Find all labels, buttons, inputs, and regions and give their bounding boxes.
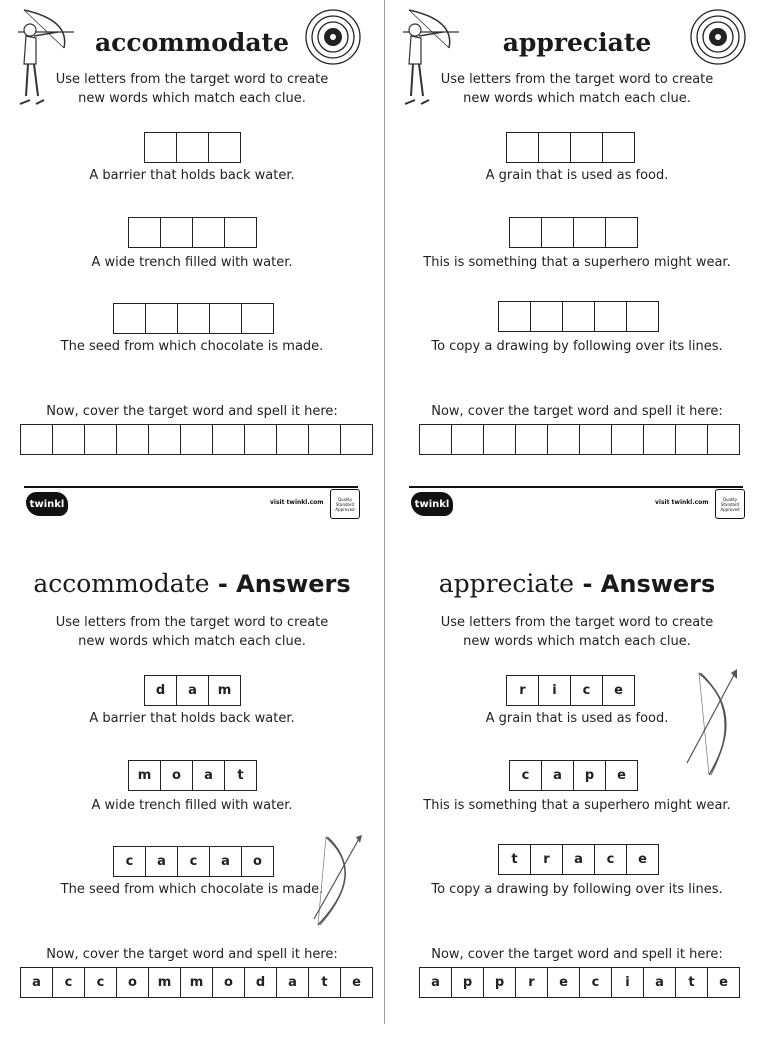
letter-box[interactable] [541,217,574,248]
letter-box: c [84,967,117,998]
letter-box[interactable] [212,424,245,455]
letter-box: a [541,760,574,791]
letter-box[interactable] [116,424,149,455]
letter-box: a [192,760,225,791]
instructions: Use letters from the target word to create new words which match each clue. [55,615,329,649]
letter-box[interactable] [707,424,740,455]
letter-box[interactable] [308,424,341,455]
letter-box: t [224,760,257,791]
letter-box[interactable] [180,424,213,455]
letter-box: c [113,846,146,877]
clue-2: A wide trench filled with water. [91,255,293,270]
worksheet-appreciate [385,0,768,512]
letter-box: c [177,846,210,877]
letter-box: a [20,967,53,998]
answer-boxes-2 [129,217,257,248]
letter-box[interactable] [128,217,161,248]
answer-boxes-2 [510,217,638,248]
letter-box: i [611,967,644,998]
quality-badge: Quality Standard Approved [330,489,360,519]
letter-box: a [419,967,452,998]
clue-2: This is something that a superhero might wear. [423,255,731,270]
target-icon [305,9,361,65]
letter-box: c [509,760,542,791]
spell-boxes [420,424,740,455]
letter-box: p [573,760,606,791]
letter-box[interactable] [509,217,542,248]
letter-box[interactable] [562,301,595,332]
instructions: Use letters from the target word to create new words which match each clue. [55,72,329,106]
spell-label: Now, cover the target word and spell it here: [46,947,338,962]
letter-box[interactable] [483,424,516,455]
answer-word-2 [129,760,257,791]
letter-box: m [180,967,213,998]
letter-box[interactable] [419,424,452,455]
letter-box: m [208,675,241,706]
answer-word-3 [114,846,274,877]
letter-box: a [562,844,595,875]
letter-box[interactable] [538,132,571,163]
footer-rule [24,486,358,488]
answer-word-1 [507,675,635,706]
instructions: Use letters from the target word to create new words which match each clue. [440,72,714,106]
answer-boxes-3 [499,301,659,332]
clue-3: The seed from which chocolate is made. [60,339,324,354]
letter-box[interactable] [451,424,484,455]
letter-box: o [160,760,193,791]
twinkl-logo: twinkl [26,492,68,516]
letter-box: r [506,675,539,706]
answer-boxes-1 [145,132,241,163]
letter-box[interactable] [52,424,85,455]
visit-link[interactable]: visit twinkl.com [270,499,324,506]
letter-box[interactable] [176,132,209,163]
letter-box: e [626,844,659,875]
spell-answer [21,967,373,998]
clue-2: This is something that a superhero might wear. [423,798,731,813]
letter-box[interactable] [148,424,181,455]
bow-and-arrow-illustration [685,667,741,779]
clue-3: To copy a drawing by following over its lines. [431,882,723,897]
spell-label: Now, cover the target word and spell it here: [431,404,723,419]
letter-box: a [276,967,309,998]
letter-box: e [605,760,638,791]
letter-box[interactable] [626,301,659,332]
letter-box: m [148,967,181,998]
letter-box[interactable] [177,303,210,334]
letter-box: a [145,846,178,877]
letter-box: r [530,844,563,875]
clue-1: A barrier that holds back water. [89,711,295,726]
letter-box: m [128,760,161,791]
footer-rule [409,486,743,488]
letter-box[interactable] [506,132,539,163]
letter-box: c [579,967,612,998]
answer-word-2 [510,760,638,791]
clue-1: A grain that is used as food. [485,168,669,183]
letter-box[interactable] [144,132,177,163]
letter-box: c [570,675,603,706]
letter-box[interactable] [579,424,612,455]
letter-box[interactable] [224,217,257,248]
letter-box: i [538,675,571,706]
answers-appreciate [385,543,768,1055]
clue-2: A wide trench filled with water. [91,798,293,813]
answer-boxes-3 [114,303,274,334]
letter-box: e [340,967,373,998]
twinkl-logo: twinkl [411,492,453,516]
target-word-title: appreciate [502,28,652,57]
bow-and-arrow-illustration [310,833,366,929]
letter-box: t [498,844,531,875]
letter-box[interactable] [20,424,53,455]
letter-box[interactable] [515,424,548,455]
spell-label: Now, cover the target word and spell it here: [431,947,723,962]
answers-title: appreciate - Answers [438,569,716,598]
letter-box[interactable] [643,424,676,455]
answer-boxes-1 [507,132,635,163]
spell-label: Now, cover the target word and spell it here: [46,404,338,419]
letter-box: p [451,967,484,998]
letter-box[interactable] [498,301,531,332]
letter-box: o [212,967,245,998]
letter-box[interactable] [611,424,644,455]
letter-box: e [602,675,635,706]
letter-box[interactable] [244,424,277,455]
letter-box: a [643,967,676,998]
letter-box: c [594,844,627,875]
clue-1: A barrier that holds back water. [89,168,295,183]
answers-title: accommodate - Answers [33,569,351,598]
letter-box: p [483,967,516,998]
letter-box[interactable] [573,217,606,248]
spell-answer [420,967,740,998]
spell-boxes [21,424,373,455]
target-icon [690,9,746,65]
letter-box: o [241,846,274,877]
letter-box: d [244,967,277,998]
clue-1: A grain that is used as food. [485,711,669,726]
clue-3: The seed from which chocolate is made. [60,882,324,897]
letter-box: a [176,675,209,706]
letter-box[interactable] [209,303,242,334]
letter-box: t [675,967,708,998]
letter-box: e [547,967,580,998]
letter-box: d [144,675,177,706]
letter-box[interactable] [276,424,309,455]
clue-3: To copy a drawing by following over its lines. [431,339,723,354]
letter-box[interactable] [145,303,178,334]
letter-box[interactable] [208,132,241,163]
answers-accommodate [0,543,384,1055]
letter-box[interactable] [594,301,627,332]
letter-box[interactable] [547,424,580,455]
letter-box[interactable] [675,424,708,455]
letter-box: c [52,967,85,998]
quality-badge: Quality Standard Approved [715,489,745,519]
letter-box[interactable] [113,303,146,334]
visit-link[interactable]: visit twinkl.com [655,499,709,506]
letter-box[interactable] [605,217,638,248]
letter-box: a [209,846,242,877]
letter-box[interactable] [340,424,373,455]
answer-word-3 [499,844,659,875]
worksheet-accommodate [0,0,384,512]
letter-box[interactable] [570,132,603,163]
letter-box[interactable] [160,217,193,248]
letter-box[interactable] [192,217,225,248]
letter-box: t [308,967,341,998]
letter-box: r [515,967,548,998]
target-word-title: accommodate [94,28,290,57]
letter-box: e [707,967,740,998]
letter-box[interactable] [241,303,274,334]
answer-word-1 [145,675,241,706]
instructions: Use letters from the target word to create new words which match each clue. [440,615,714,649]
letter-box: o [116,967,149,998]
letter-box[interactable] [602,132,635,163]
letter-box[interactable] [84,424,117,455]
letter-box[interactable] [530,301,563,332]
